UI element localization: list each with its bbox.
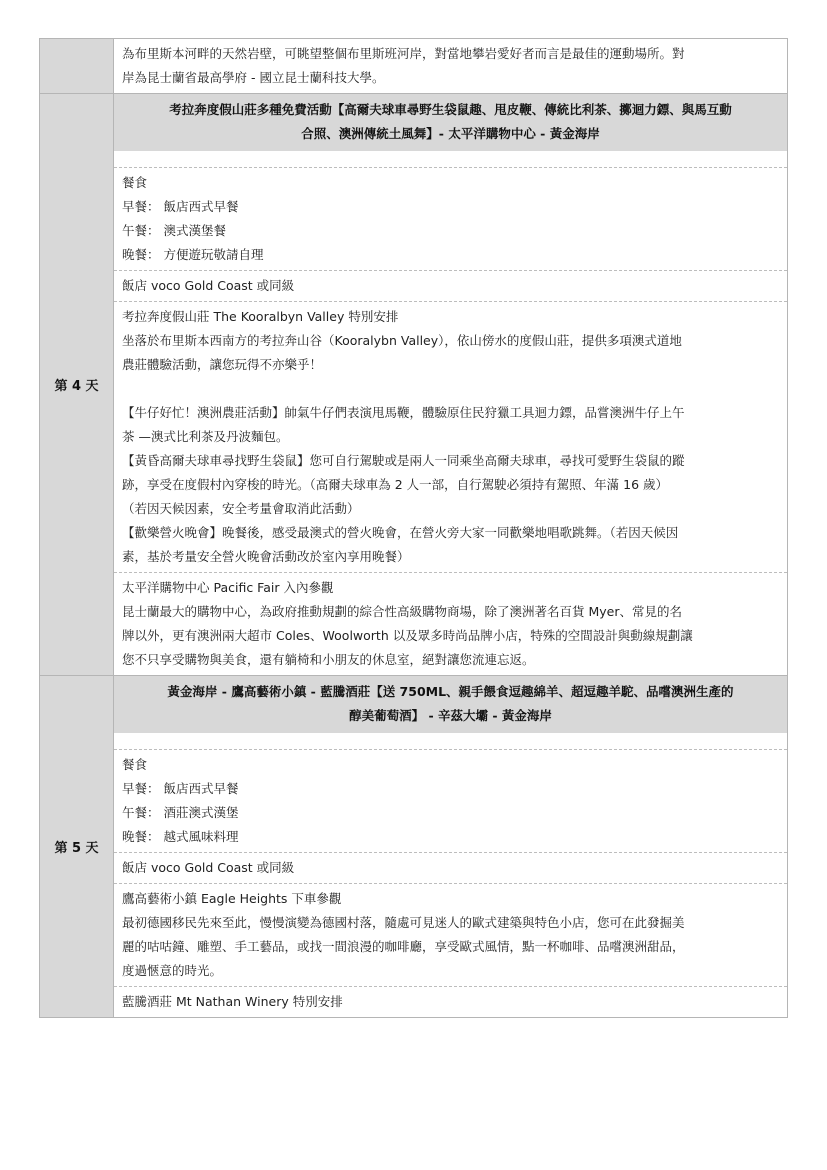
day5-row <box>40 676 788 1018</box>
text-line: 麗的咕咕鐘、雕塑、手工藝品，或找一間浪漫的咖啡廳，享受歐式風情，點一杯咖啡、品嚐澳洲甜品， <box>122 939 685 954</box>
day4-row <box>40 94 788 676</box>
meal-breakfast: 早餐： 飯店西式早餐 <box>122 199 239 214</box>
text-line: 最初德國移民先來至此，慢慢演變為德國村落，隨處可見迷人的歐式建築與特色小店，您可在此發掘美 <box>122 915 685 930</box>
text-line: （若因天候因素，安全考量會取消此活動） <box>122 501 360 516</box>
meal-lunch: 午餐： 酒莊澳式漢堡 <box>122 805 239 820</box>
meal-breakfast: 早餐： 飯店西式早餐 <box>122 781 239 796</box>
section-title: 太平洋購物中心 Pacific Fair 入內參觀 <box>122 580 334 595</box>
day-header <box>114 94 787 151</box>
spacer <box>114 733 787 750</box>
header-line: 考拉奔度假山莊多種免費活動【高爾夫球車尋野生袋鼠趣、甩皮鞭、傳統比利茶、擲迴力鏢、與馬互動 <box>169 102 732 117</box>
text-line: 牌以外，更有澳洲兩大超市 Coles、Woolworth 以及眾多時尚品牌小店，特殊的空間設計與動線規劃讓 <box>122 628 693 643</box>
text-line: 坐落於布里斯本西南方的考拉奔山谷（Kooralybn Valley），依山傍水的度假山莊，提供多項澳式道地 <box>122 333 682 348</box>
meals-title: 餐食 <box>122 175 148 190</box>
header-line: 醇美葡萄酒】 - 辛茲大壩 - 黃金海岸 <box>349 708 552 723</box>
section-title: 藍騰酒莊 Mt Nathan Winery 特別安排 <box>122 994 343 1009</box>
day3-tail-row <box>40 39 788 94</box>
meal-lunch: 午餐： 澳式漢堡餐 <box>122 223 226 238</box>
hotel-text: 飯店 voco Gold Coast 或同級 <box>122 278 295 293</box>
text-line: 茶 —澳式比利茶及丹波麵包。 <box>122 429 289 444</box>
text-line: 岸為昆士蘭省最高學府 - 國立昆士蘭科技大學。 <box>122 70 385 85</box>
spacer <box>114 151 787 168</box>
blank-line <box>122 377 779 401</box>
section-title: 考拉奔度假山莊 The Kooralbyn Valley 特別安排 <box>122 309 399 324</box>
itinerary-table <box>39 38 788 1018</box>
text-line: 為布里斯本河畔的天然岩壁，可眺望整個布里斯班河岸，對當地攀岩愛好者而言是最佳的運動場所。對 <box>122 46 685 61</box>
itinerary-sheet <box>39 38 788 1018</box>
meals-section <box>114 750 787 853</box>
meals-title: 餐食 <box>122 757 148 772</box>
meals-section <box>114 168 787 271</box>
day4-content <box>114 94 788 676</box>
intro-paragraph <box>114 39 787 93</box>
hotel-text: 飯店 voco Gold Coast 或同級 <box>122 860 295 875</box>
day3-tail-content <box>114 39 788 94</box>
text-line: 您不只享受購物與美食，還有躺椅和小朋友的休息室，絕對讓您流連忘返。 <box>122 652 535 667</box>
text-line: 跡，享受在度假村內穿梭的時光。（高爾夫球車為 2 人一部，自行駕駛必須持有駕照、年滿 16 歲） <box>122 477 669 492</box>
meal-dinner: 晚餐： 方便遊玩敬請自理 <box>122 247 264 262</box>
section-title: 鷹高藝術小鎮 Eagle Heights 下車參觀 <box>122 891 342 906</box>
text-line: 【牛仔好忙！澳洲農莊活動】帥氣牛仔們表演甩馬鞭，體驗原住民狩獵工具迴力鏢，品嘗澳洲牛仔上午 <box>122 405 685 420</box>
header-line: 合照、澳洲傳統土風舞】- 太平洋購物中心 - 黃金海岸 <box>301 126 600 141</box>
meal-dinner: 晚餐： 越式風味料理 <box>122 829 239 844</box>
text-line: 【黃昏高爾夫球車尋找野生袋鼠】您可自行駕駛或是兩人一同乘坐高爾夫球車，尋找可愛野生袋鼠的蹤 <box>122 453 685 468</box>
day5-content <box>114 676 788 1018</box>
text-line: 度過愜意的時光。 <box>122 963 223 978</box>
day-label-empty <box>40 39 114 94</box>
header-line: 黃金海岸 - 鷹高藝術小鎮 - 藍騰酒莊【送 750ML、親手餵食逗趣綿羊、超逗趣羊駝、品嚐澳洲生產的 <box>167 684 734 699</box>
text-line: 素，基於考量安全營火晚會活動改於室內享用晚餐） <box>122 549 410 564</box>
text-line: 農莊體驗活動，讓您玩得不亦樂乎！ <box>122 357 323 372</box>
hotel-section <box>114 853 787 884</box>
hotel-section <box>114 271 787 302</box>
pacific-fair-section <box>114 573 787 675</box>
day-label: 第 4 天 <box>40 94 114 676</box>
day-header <box>114 676 787 733</box>
kooralbyn-section <box>114 302 787 573</box>
winery-section <box>114 987 787 1017</box>
text-line: 昆士蘭最大的購物中心，為政府推動規劃的綜合性高級購物商場，除了澳洲著名百貨 Myer、常見的名 <box>122 604 682 619</box>
eagle-heights-section <box>114 884 787 987</box>
text-line: 【歡樂營火晚會】晚餐後，感受最澳式的營火晚會，在營火旁大家一同歡樂地唱歌跳舞。（若因天候因 <box>122 525 679 540</box>
day-label: 第 5 天 <box>40 676 114 1018</box>
